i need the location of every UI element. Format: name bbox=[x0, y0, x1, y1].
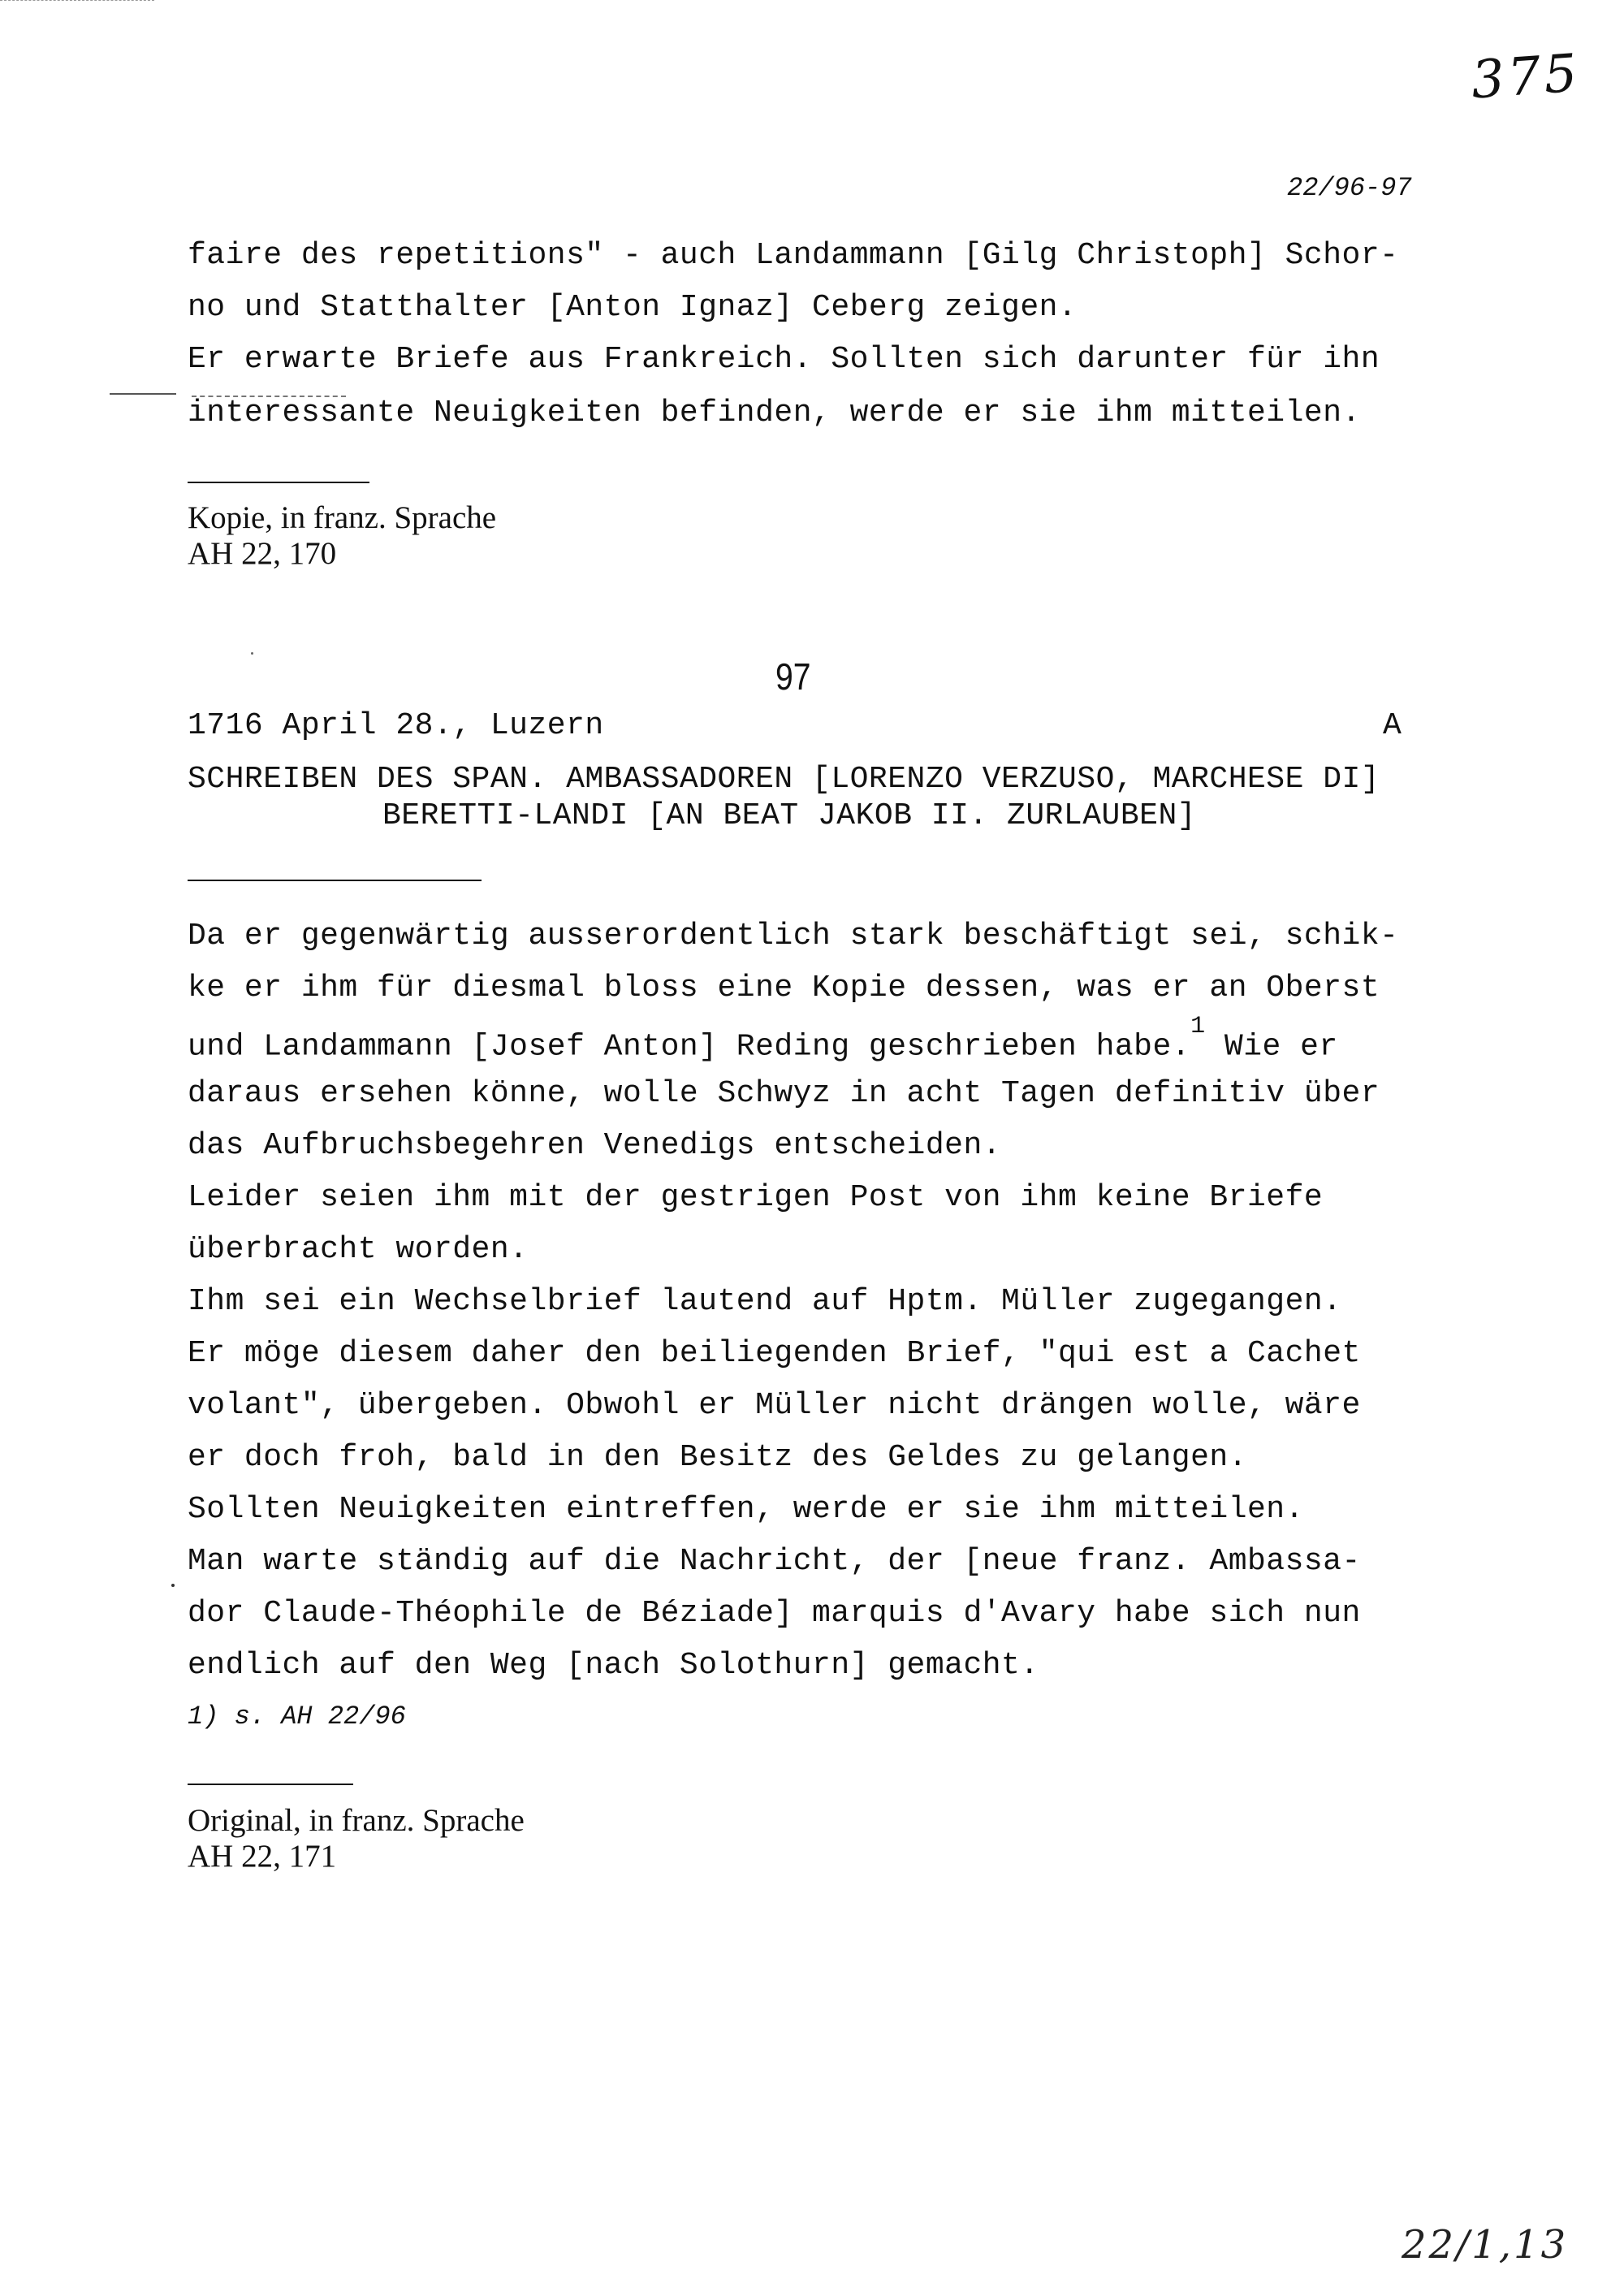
handwritten-note: 22/1,13 bbox=[1402, 2222, 1569, 2268]
entry-heading: BERETTI-LANDI [AN BEAT JAKOB II. ZURLAUBEN] bbox=[382, 798, 1197, 833]
body-line: Man warte ständig auf die Nachricht, der [neue franz. Ambassa- bbox=[188, 1544, 1361, 1579]
body-line: das Aufbruchsbegehren Venedigs entscheiden. bbox=[188, 1128, 1002, 1163]
entry96-line: Er erwarte Briefe aus Frankreich. Sollten sich darunter für ihn bbox=[188, 342, 1380, 377]
body-line: dor Claude-Théophile de Béziade] marquis d'Avary habe sich nun bbox=[188, 1596, 1361, 1631]
source-reference: AH 22, 170 bbox=[188, 536, 337, 571]
body-line: Er möge diesem daher den beiliegenden Brief, "qui est a Cachet bbox=[188, 1336, 1361, 1371]
scan-speck bbox=[251, 652, 253, 655]
scan-edge-mark bbox=[0, 0, 154, 2]
body-line: daraus ersehen könne, wolle Schwyz in acht Tagen definitiv über bbox=[188, 1076, 1380, 1111]
entry96-line: no und Statthalter [Anton Ignaz] Ceberg zeigen. bbox=[188, 290, 1078, 325]
entry-number: 97 bbox=[775, 655, 811, 698]
source-type: Kopie, in franz. Sprache bbox=[188, 500, 497, 535]
entry-date-place: 1716 April 28., Luzern bbox=[188, 708, 604, 743]
archive-reference: 22/96-97 bbox=[1287, 173, 1412, 203]
footnote-text: 1) s. AH 22/96 bbox=[188, 1701, 406, 1732]
body-line: volant", übergeben. Obwohl er Müller nicht drängen wolle, wäre bbox=[188, 1388, 1361, 1423]
section-rule bbox=[188, 880, 482, 881]
body-line: überbracht worden. bbox=[188, 1232, 529, 1267]
entry-heading: SCHREIBEN DES SPAN. AMBASSADOREN [LORENZO VERZUSO, MARCHESE DI] bbox=[188, 762, 1380, 797]
source-reference: AH 22, 171 bbox=[188, 1839, 337, 1874]
section-rule bbox=[188, 1784, 353, 1785]
entry-marker: A bbox=[1383, 708, 1402, 743]
body-line: Leider seien ihm mit der gestrigen Post von ihm keine Briefe bbox=[188, 1180, 1324, 1215]
footnote-marker: 1 bbox=[1190, 1013, 1206, 1040]
margin-mark bbox=[110, 393, 176, 395]
entry96-line: interessante Neuigkeiten befinden, werde er sie ihm mitteilen. bbox=[188, 396, 1361, 430]
body-text: und Landammann [Josef Anton] Reding geschrieben habe. bbox=[188, 1029, 1191, 1065]
body-line bbox=[188, 1013, 1338, 1065]
body-line: er doch froh, bald in den Besitz des Geldes zu gelangen. bbox=[188, 1440, 1248, 1475]
body-text: Wie er bbox=[1205, 1029, 1338, 1065]
section-rule bbox=[188, 482, 369, 483]
source-type: Original, in franz. Sprache bbox=[188, 1803, 525, 1838]
body-line: endlich auf den Weg [nach Solothurn] gemacht. bbox=[188, 1648, 1039, 1683]
scan-speck bbox=[171, 1584, 175, 1587]
margin-mark bbox=[192, 396, 346, 397]
body-line: Ihm sei ein Wechselbrief lautend auf Hptm. Müller zugegangen. bbox=[188, 1284, 1342, 1319]
entry96-line: faire des repetitions" - auch Landammann [Gilg Christoph] Schor- bbox=[188, 238, 1399, 273]
body-line: ke er ihm für diesmal bloss eine Kopie dessen, was er an Oberst bbox=[188, 971, 1380, 1005]
handwritten-page-number: 375 bbox=[1469, 43, 1583, 111]
body-line: Sollten Neuigkeiten eintreffen, werde er sie ihm mitteilen. bbox=[188, 1492, 1304, 1527]
body-line: Da er gegenwärtig ausserordentlich stark beschäftigt sei, schik- bbox=[188, 919, 1399, 953]
